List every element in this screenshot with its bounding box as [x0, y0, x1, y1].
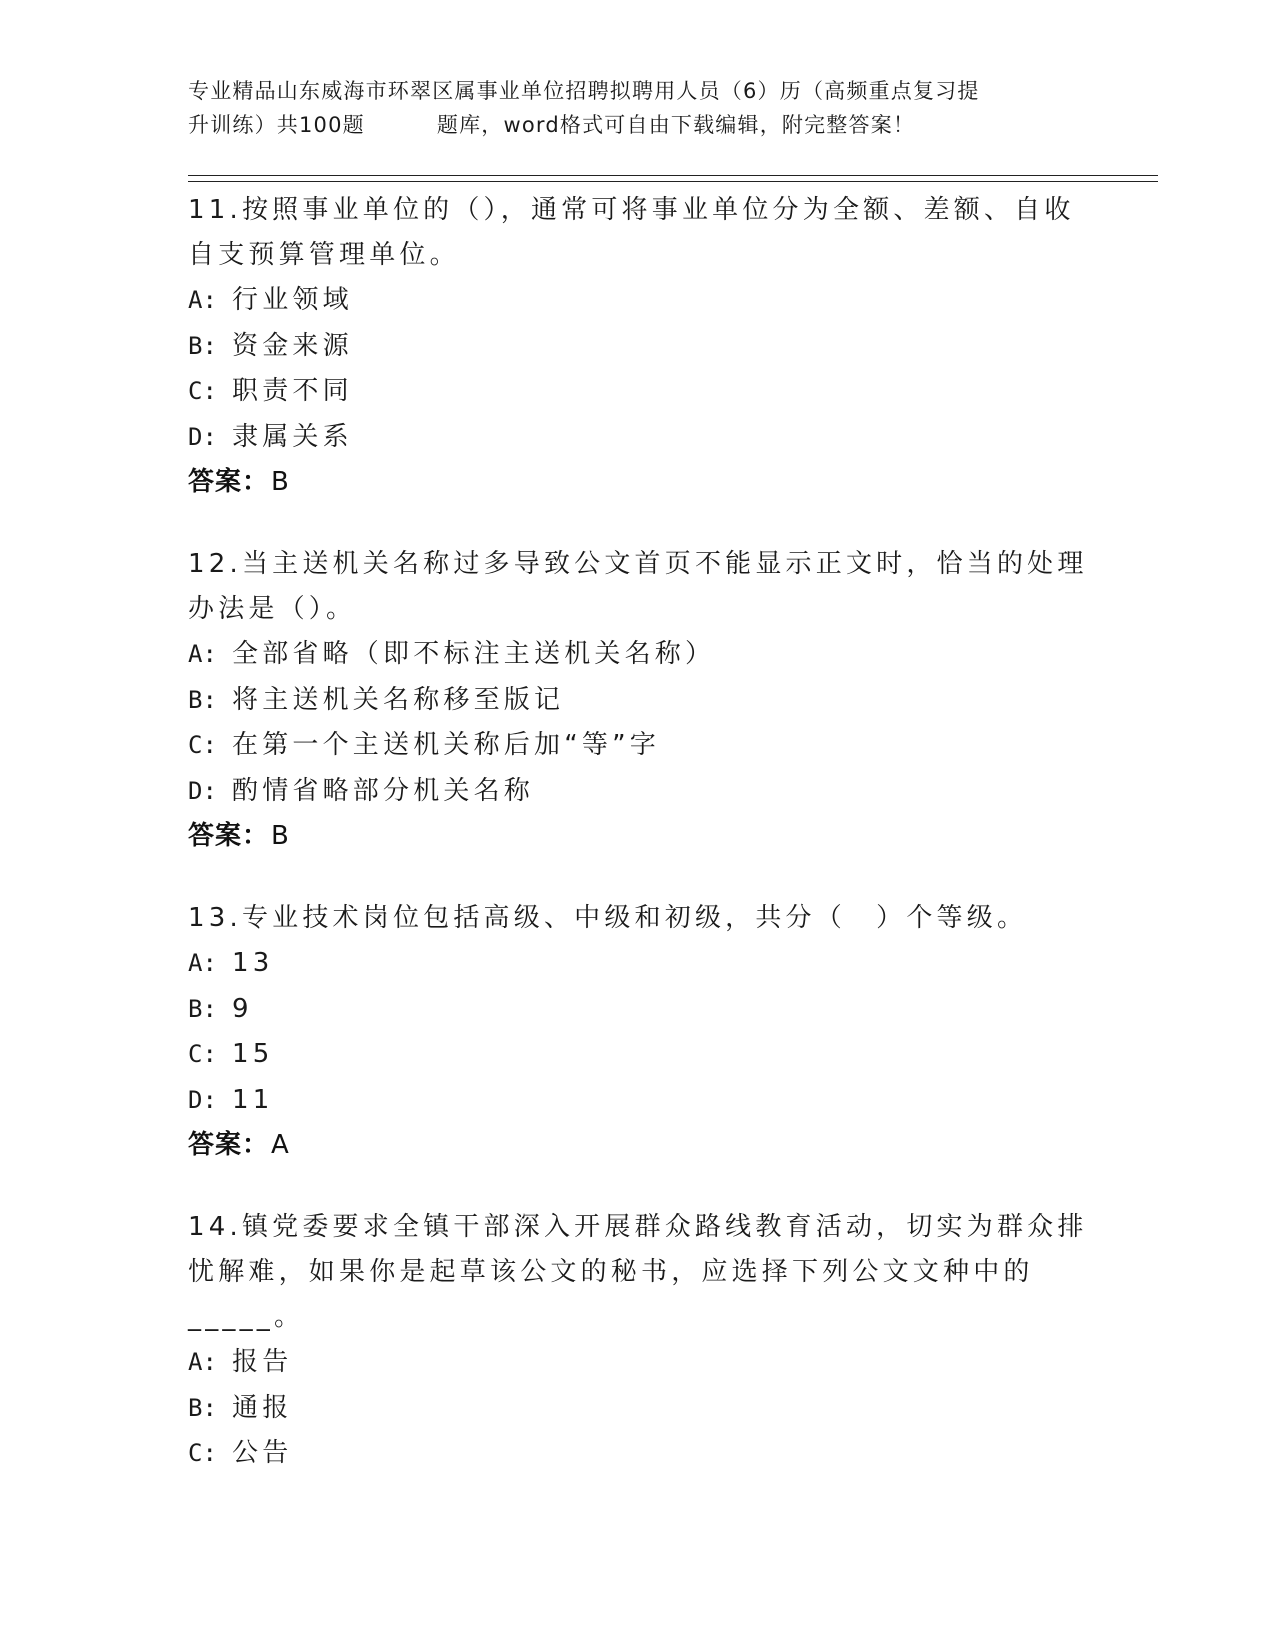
option-letter: A:: [188, 1348, 217, 1376]
option-text: 隶属关系: [232, 421, 353, 452]
option-text: 15: [232, 1039, 274, 1069]
option-text: 资金来源: [232, 330, 353, 361]
option-text: 在第一个主送机关称后加“等”字: [232, 730, 660, 760]
answer-label: 答案：: [188, 1130, 270, 1160]
answer-value: B: [271, 821, 290, 851]
question-stem: 14.镇党委要求全镇干部深入开展群众路线教育活动，切实为群众排忧解难，如果你是起草该公文的秘书，应选择下列公文文种中的_____。: [188, 1212, 1088, 1332]
question-12: [188, 542, 1088, 859]
question-stem: 12.当主送机关名称过多导致公文首页不能显示正文时，恰当的处理办法是（）。: [188, 549, 1088, 624]
answer-label: 答案：: [188, 821, 270, 851]
option-letter: B:: [188, 331, 217, 360]
header-line-2-right: 题库，word格式可自由下载编辑，附完整答案！: [436, 113, 916, 137]
option-text: 9: [232, 993, 253, 1024]
option-text: 酌情省略部分机关名称: [232, 775, 535, 806]
option-b: [188, 1386, 1088, 1432]
question-14: [188, 1205, 1088, 1477]
answer-value: A: [271, 1130, 290, 1160]
option-text: 行业领域: [232, 285, 353, 315]
option-b: [188, 324, 1088, 370]
option-letter: A:: [188, 949, 217, 977]
option-b: [188, 678, 1088, 724]
option-letter: C:: [188, 731, 217, 759]
option-c: [188, 1032, 1088, 1078]
option-letter: A:: [188, 640, 217, 668]
option-c: [188, 369, 1088, 415]
option-d: [188, 769, 1088, 815]
question-stem: 13.专业技术岗位包括高级、中级和初级，共分（ ）个等级。: [188, 903, 1028, 933]
answer-label: 答案：: [188, 467, 270, 497]
option-letter: D:: [188, 422, 217, 451]
option-text: 全部省略（即不标注主送机关名称）: [232, 639, 716, 669]
option-c: [188, 723, 1088, 769]
question-list: [188, 188, 1088, 1514]
answer-line: [188, 814, 1088, 859]
header-line-1: 专业精品山东威海市环翠区属事业单位招聘拟聘用人员（6）历（高频重点复习提: [188, 79, 980, 103]
option-a: [188, 941, 1088, 987]
option-letter: C:: [188, 1040, 217, 1068]
answer-line: [188, 460, 1088, 505]
question-13: [188, 896, 1088, 1168]
option-d: [188, 415, 1088, 461]
option-letter: C:: [188, 377, 217, 405]
option-text: 职责不同: [232, 376, 353, 406]
option-text: 通报: [232, 1392, 293, 1423]
option-c: [188, 1431, 1088, 1477]
option-text: 将主送机关名称移至版记: [232, 684, 565, 715]
option-a: [188, 1340, 1088, 1386]
question-stem: 11.按照事业单位的（），通常可将事业单位分为全额、差额、自收自支预算管理单位。: [188, 195, 1075, 270]
option-text: 报告: [232, 1347, 293, 1377]
option-text: 11: [232, 1084, 274, 1115]
header-line-2: [188, 108, 1068, 142]
answer-line: [188, 1123, 1088, 1168]
option-letter: B:: [188, 685, 217, 714]
header-line-2-left: 升训练）共100题: [188, 113, 365, 137]
option-a: [188, 632, 1088, 678]
document-header: [188, 74, 1068, 142]
option-letter: B:: [188, 994, 217, 1023]
question-11: [188, 188, 1088, 505]
option-a: [188, 278, 1088, 324]
option-letter: A:: [188, 286, 217, 314]
answer-value: B: [271, 467, 290, 497]
option-text: 公告: [232, 1438, 293, 1468]
option-text: 13: [232, 948, 274, 978]
header-divider-bottom: [188, 181, 1158, 182]
option-letter: D:: [188, 776, 217, 805]
option-letter: D:: [188, 1085, 217, 1114]
option-d: [188, 1078, 1088, 1124]
header-divider-top: [188, 175, 1158, 176]
option-letter: C:: [188, 1439, 217, 1467]
option-letter: B:: [188, 1393, 217, 1422]
option-b: [188, 987, 1088, 1033]
